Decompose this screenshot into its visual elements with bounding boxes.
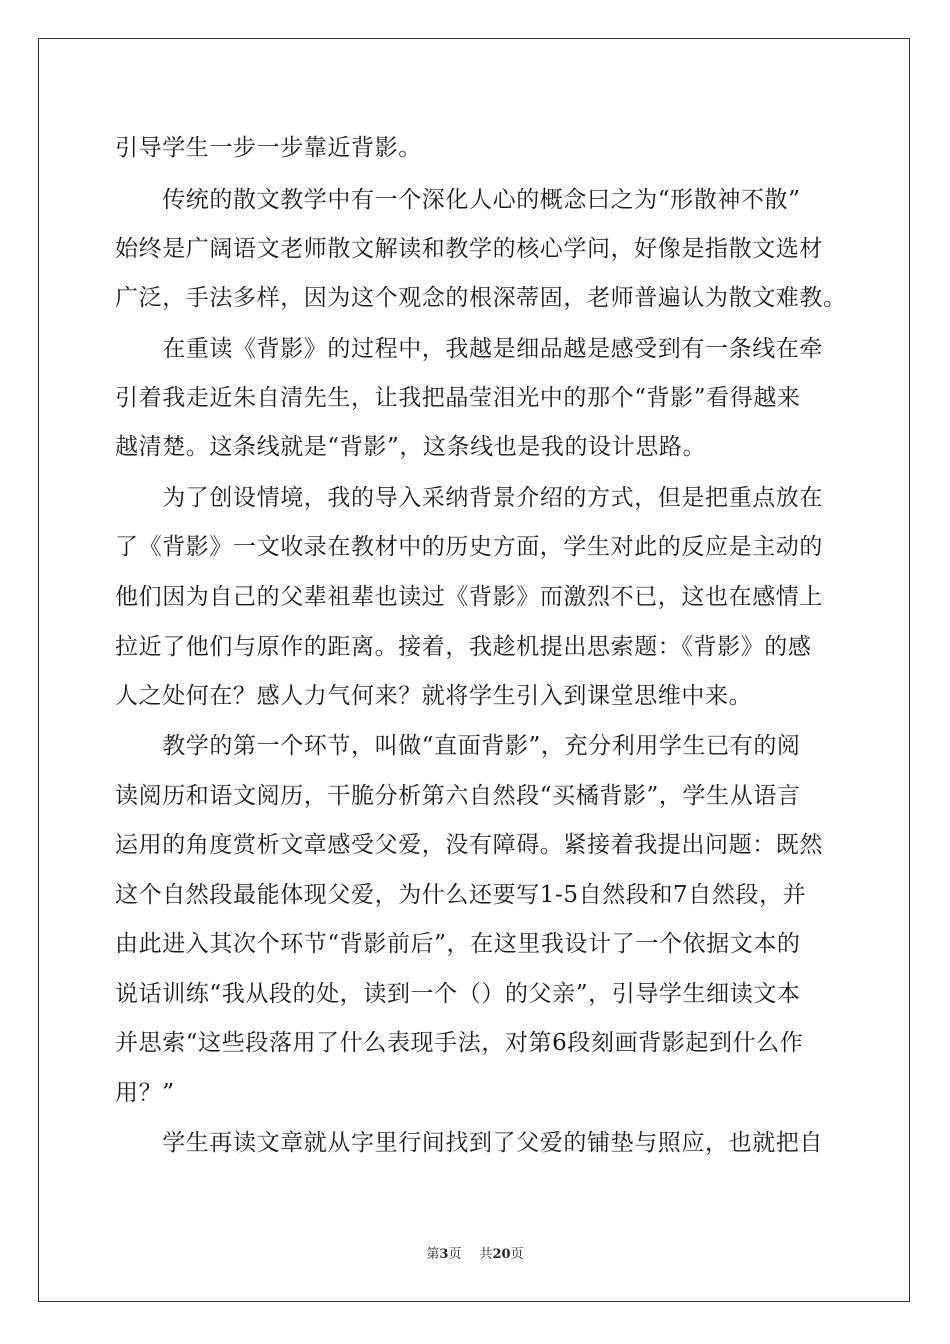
text-line: 传统的散文教学中有一个深化人心的概念曰之为“形散神不散” [115, 187, 801, 213]
text-line: 引导学生一步一步靠近背影。 [115, 135, 422, 161]
total-prefix: 共 [479, 1247, 493, 1262]
total-pages: 20 [492, 1247, 511, 1262]
text-line: 并思索“这些段落用了什么表现手法，对第6段刻画背影起到什么作 [115, 1030, 804, 1056]
text-line: 拉近了他们与原作的距离。接着，我趁机提出思索题：《背影》的感 [115, 634, 812, 660]
footer-prefix: 第 [426, 1247, 440, 1262]
text-line: 学生再读文章就从字里行间找到了父爱的铺垫与照应，也就把自 [115, 1130, 823, 1156]
text-line: 他们因为自己的父辈祖辈也读过《背影》而激烈不已，这也在感情上 [115, 584, 823, 610]
text-line: 由此进入其次个环节“背影前后”，在这里我设计了一个依据文本的 [115, 931, 801, 957]
text-line: 人之处何在？感人力气何来？就将学生引入到课堂思维中来。 [115, 683, 753, 709]
text-line: 这个自然段最能体现父爱，为什么还要写1-5自然段和7自然段，并 [115, 882, 807, 908]
text-line: 广泛，手法多样，因为这个观念的根深蒂固，老师普遍认为散文难教。 [115, 285, 847, 311]
text-line: 了《背影》一文收录在教材中的历史方面，学生对此的反应是主动的 [115, 534, 823, 560]
page-suffix: 页 [448, 1247, 462, 1262]
page-footer [0, 1246, 950, 1264]
text-line: 说话训练“我从段的处，读到一个（）的父亲”，引导学生细读文本 [115, 981, 801, 1007]
text-line: 引着我走近朱自清先生，让我把晶莹泪光中的那个“背影”看得越来 [115, 385, 801, 411]
text-line: 教学的第一个环节，叫做“直面背影”，充分利用学生已有的阅 [115, 733, 801, 759]
total-suffix: 页 [510, 1247, 524, 1262]
page-number: 3 [439, 1247, 449, 1262]
text-line: 读阅历和语文阅历，干脆分析第六自然段“买橘背影”，学生从语言 [115, 783, 801, 809]
text-line: 越清楚。这条线就是“背影”，这条线也是我的设计思路。 [115, 434, 707, 460]
text-line: 为了创设情境，我的导入采纳背景介绍的方式，但是把重点放在 [115, 485, 823, 511]
text-line: 始终是广阔语文老师散文解读和教学的核心学问，好像是指散文选材 [115, 236, 823, 262]
text-line: 在重读《背影》的过程中，我越是细品越是感受到有一条线在牵 [115, 336, 823, 362]
text-line: 用？” [115, 1080, 175, 1106]
text-line: 运用的角度赏析文章感受父爱，没有障碍。紧接着我提出问题：既然 [115, 832, 823, 858]
